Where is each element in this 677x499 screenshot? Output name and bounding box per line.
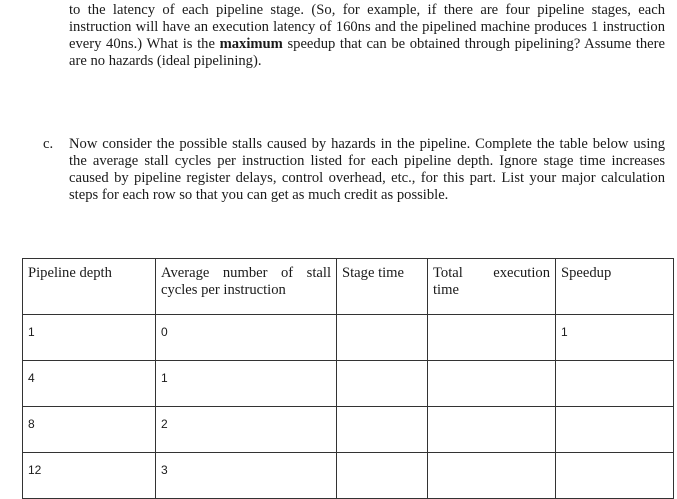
table-header-row [23, 259, 674, 315]
cell-speedup[interactable] [556, 361, 674, 407]
cell-stage-time[interactable] [337, 315, 428, 361]
table-row [23, 453, 674, 499]
cell-stage-time[interactable] [337, 407, 428, 453]
intro-paragraph [69, 2, 665, 70]
header-stage-time: Stage time [337, 259, 428, 315]
header-pipeline-depth: Pipeline depth [23, 259, 156, 315]
cell-stalls[interactable]: 0 [156, 315, 337, 361]
cell-total-exec[interactable] [428, 453, 556, 499]
intro-text-part2: speedup that can be obtained through pipelining? Assume there are no hazards (ideal pipelining). [69, 36, 665, 69]
table-row [23, 361, 674, 407]
cell-depth[interactable]: 4 [23, 361, 156, 407]
header-avg-stall-cycles: Average number of stall cycles per instruction [156, 259, 337, 315]
header-total-execution-time: Total execution time [428, 259, 556, 315]
cell-depth[interactable]: 12 [23, 453, 156, 499]
cell-depth[interactable]: 1 [23, 315, 156, 361]
header-speedup: Speedup [556, 259, 674, 315]
cell-total-exec[interactable] [428, 315, 556, 361]
cell-stalls[interactable]: 2 [156, 407, 337, 453]
intro-bold-maximum: maximum [219, 36, 283, 52]
cell-depth[interactable]: 8 [23, 407, 156, 453]
stall-table [22, 258, 674, 499]
cell-speedup[interactable] [556, 407, 674, 453]
table-row [23, 315, 674, 361]
cell-speedup[interactable]: 1 [556, 315, 674, 361]
cell-stage-time[interactable] [337, 361, 428, 407]
cell-total-exec[interactable] [428, 407, 556, 453]
part-c-label: c. [43, 136, 54, 152]
cell-stalls[interactable]: 3 [156, 453, 337, 499]
table-row [23, 407, 674, 453]
part-c-paragraph: Now consider the possible stalls caused by hazards in the pipeline. Complete the table below using the average stall cycles per instruction listed for each pipeline depth. Ignore stage time increases caused by pipeline register delays, control overhead, etc., for this part. List your major calculation steps for each row so that you can get as much credit as possible. [69, 136, 665, 203]
cell-stalls[interactable]: 1 [156, 361, 337, 407]
cell-total-exec[interactable] [428, 361, 556, 407]
cell-stage-time[interactable] [337, 453, 428, 499]
intro-text-part1: to the latency of each pipeline stage. (So, for example, if there are four pipeline stages, each instruction will have an execution latency of 160ns and the pipelined machine produces 1 instruction every 40ns.) What is the [69, 2, 665, 52]
cell-speedup[interactable] [556, 453, 674, 499]
